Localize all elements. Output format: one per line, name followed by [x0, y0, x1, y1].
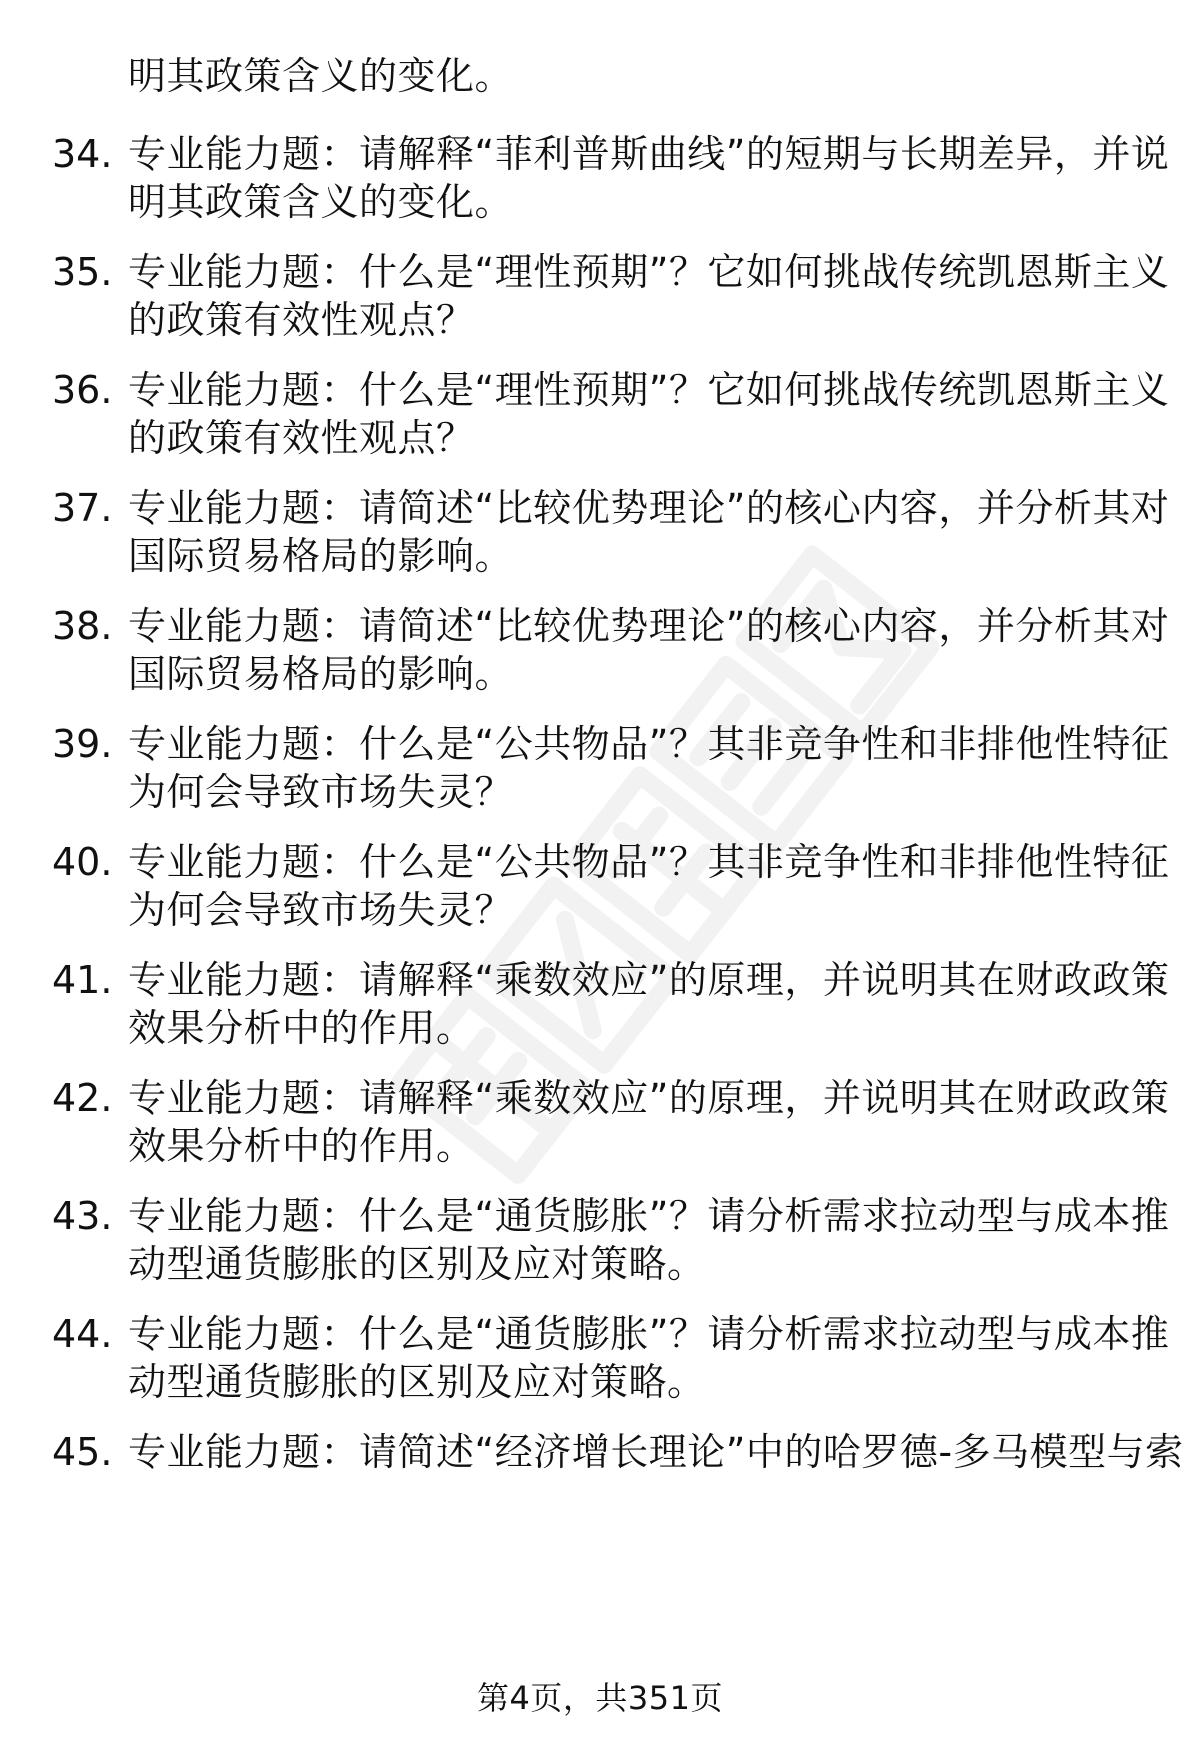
item-text-line1: 专业能力题：什么是“公共物品”？其非竞争性和非排他性特征 [128, 840, 1170, 884]
list-item [0, 1074, 1200, 1184]
list-item [0, 720, 1200, 830]
item-text-line2: 国际贸易格局的影响。 [128, 652, 514, 696]
item-text-line1: 专业能力题：什么是“通货膨胀”？请分析需求拉动型与成本推 [128, 1194, 1170, 1238]
item-text-line2: 效果分析中的作用。 [128, 1006, 475, 1050]
item-text-line2: 的政策有效性观点？ [128, 298, 475, 342]
item-number: 44. [52, 1312, 113, 1356]
item-text-line2: 的政策有效性观点？ [128, 416, 475, 460]
item-text-line1: 专业能力题：请解释“乘数效应”的原理，并说明其在财政政策 [128, 1076, 1170, 1120]
item-number: 34. [52, 132, 113, 176]
item-number: 39. [52, 722, 113, 766]
item-text-line1: 专业能力题：什么是“公共物品”？其非竞争性和非排他性特征 [128, 722, 1170, 766]
list-item [0, 602, 1200, 712]
list-item [0, 366, 1200, 476]
list-item [0, 838, 1200, 948]
item-text-line1: 专业能力题：请简述“比较优势理论”的核心内容，并分析其对 [128, 604, 1170, 648]
item-text-line1: 专业能力题：请简述“经济增长理论”中的哈罗德-多马模型与索 [128, 1430, 1184, 1474]
list-item [0, 1310, 1200, 1420]
list-item [0, 956, 1200, 1066]
item-number: 41. [52, 958, 113, 1002]
item-text-line2: 明其政策含义的变化。 [128, 180, 514, 224]
item-number: 45. [52, 1430, 113, 1474]
list-item [0, 1192, 1200, 1302]
item-text-line2: 为何会导致市场失灵？ [128, 888, 514, 932]
item-text-line2: 国际贸易格局的影响。 [128, 534, 514, 578]
list-item [0, 1428, 1200, 1538]
list-item [0, 484, 1200, 594]
item-text-line2: 动型通货膨胀的区别及应对策略。 [128, 1360, 706, 1404]
item-text-line2: 为何会导致市场失灵？ [128, 770, 514, 814]
item-text-line1: 专业能力题：请简述“比较优势理论”的核心内容，并分析其对 [128, 486, 1170, 530]
page-footer: 第4页，共351页 [477, 1679, 723, 1717]
item-number: 43. [52, 1194, 113, 1238]
item-text-line1: 专业能力题：请解释“乘数效应”的原理，并说明其在财政政策 [128, 958, 1170, 1002]
item-text-line1: 专业能力题：什么是“理性预期”？它如何挑战传统凯恩斯主义 [128, 368, 1170, 412]
item-number: 42. [52, 1076, 113, 1120]
item-number: 37. [52, 486, 113, 530]
list-item [0, 248, 1200, 358]
item-text-line1: 专业能力题：什么是“通货膨胀”？请分析需求拉动型与成本推 [128, 1312, 1170, 1356]
item-number: 40. [52, 840, 113, 884]
item-number: 36. [52, 368, 113, 412]
item-text-line1: 专业能力题：请解释“菲利普斯曲线”的短期与长期差异，并说 [128, 132, 1170, 176]
item-number: 35. [52, 250, 113, 294]
item-text-line2: 效果分析中的作用。 [128, 1124, 475, 1168]
item-text-line1: 专业能力题：什么是“理性预期”？它如何挑战传统凯恩斯主义 [128, 250, 1170, 294]
item-text-line2: 动型通货膨胀的区别及应对策略。 [128, 1242, 706, 1286]
list-item [0, 130, 1200, 240]
continuation-line: 明其政策含义的变化。 [128, 54, 514, 98]
item-number: 38. [52, 604, 113, 648]
